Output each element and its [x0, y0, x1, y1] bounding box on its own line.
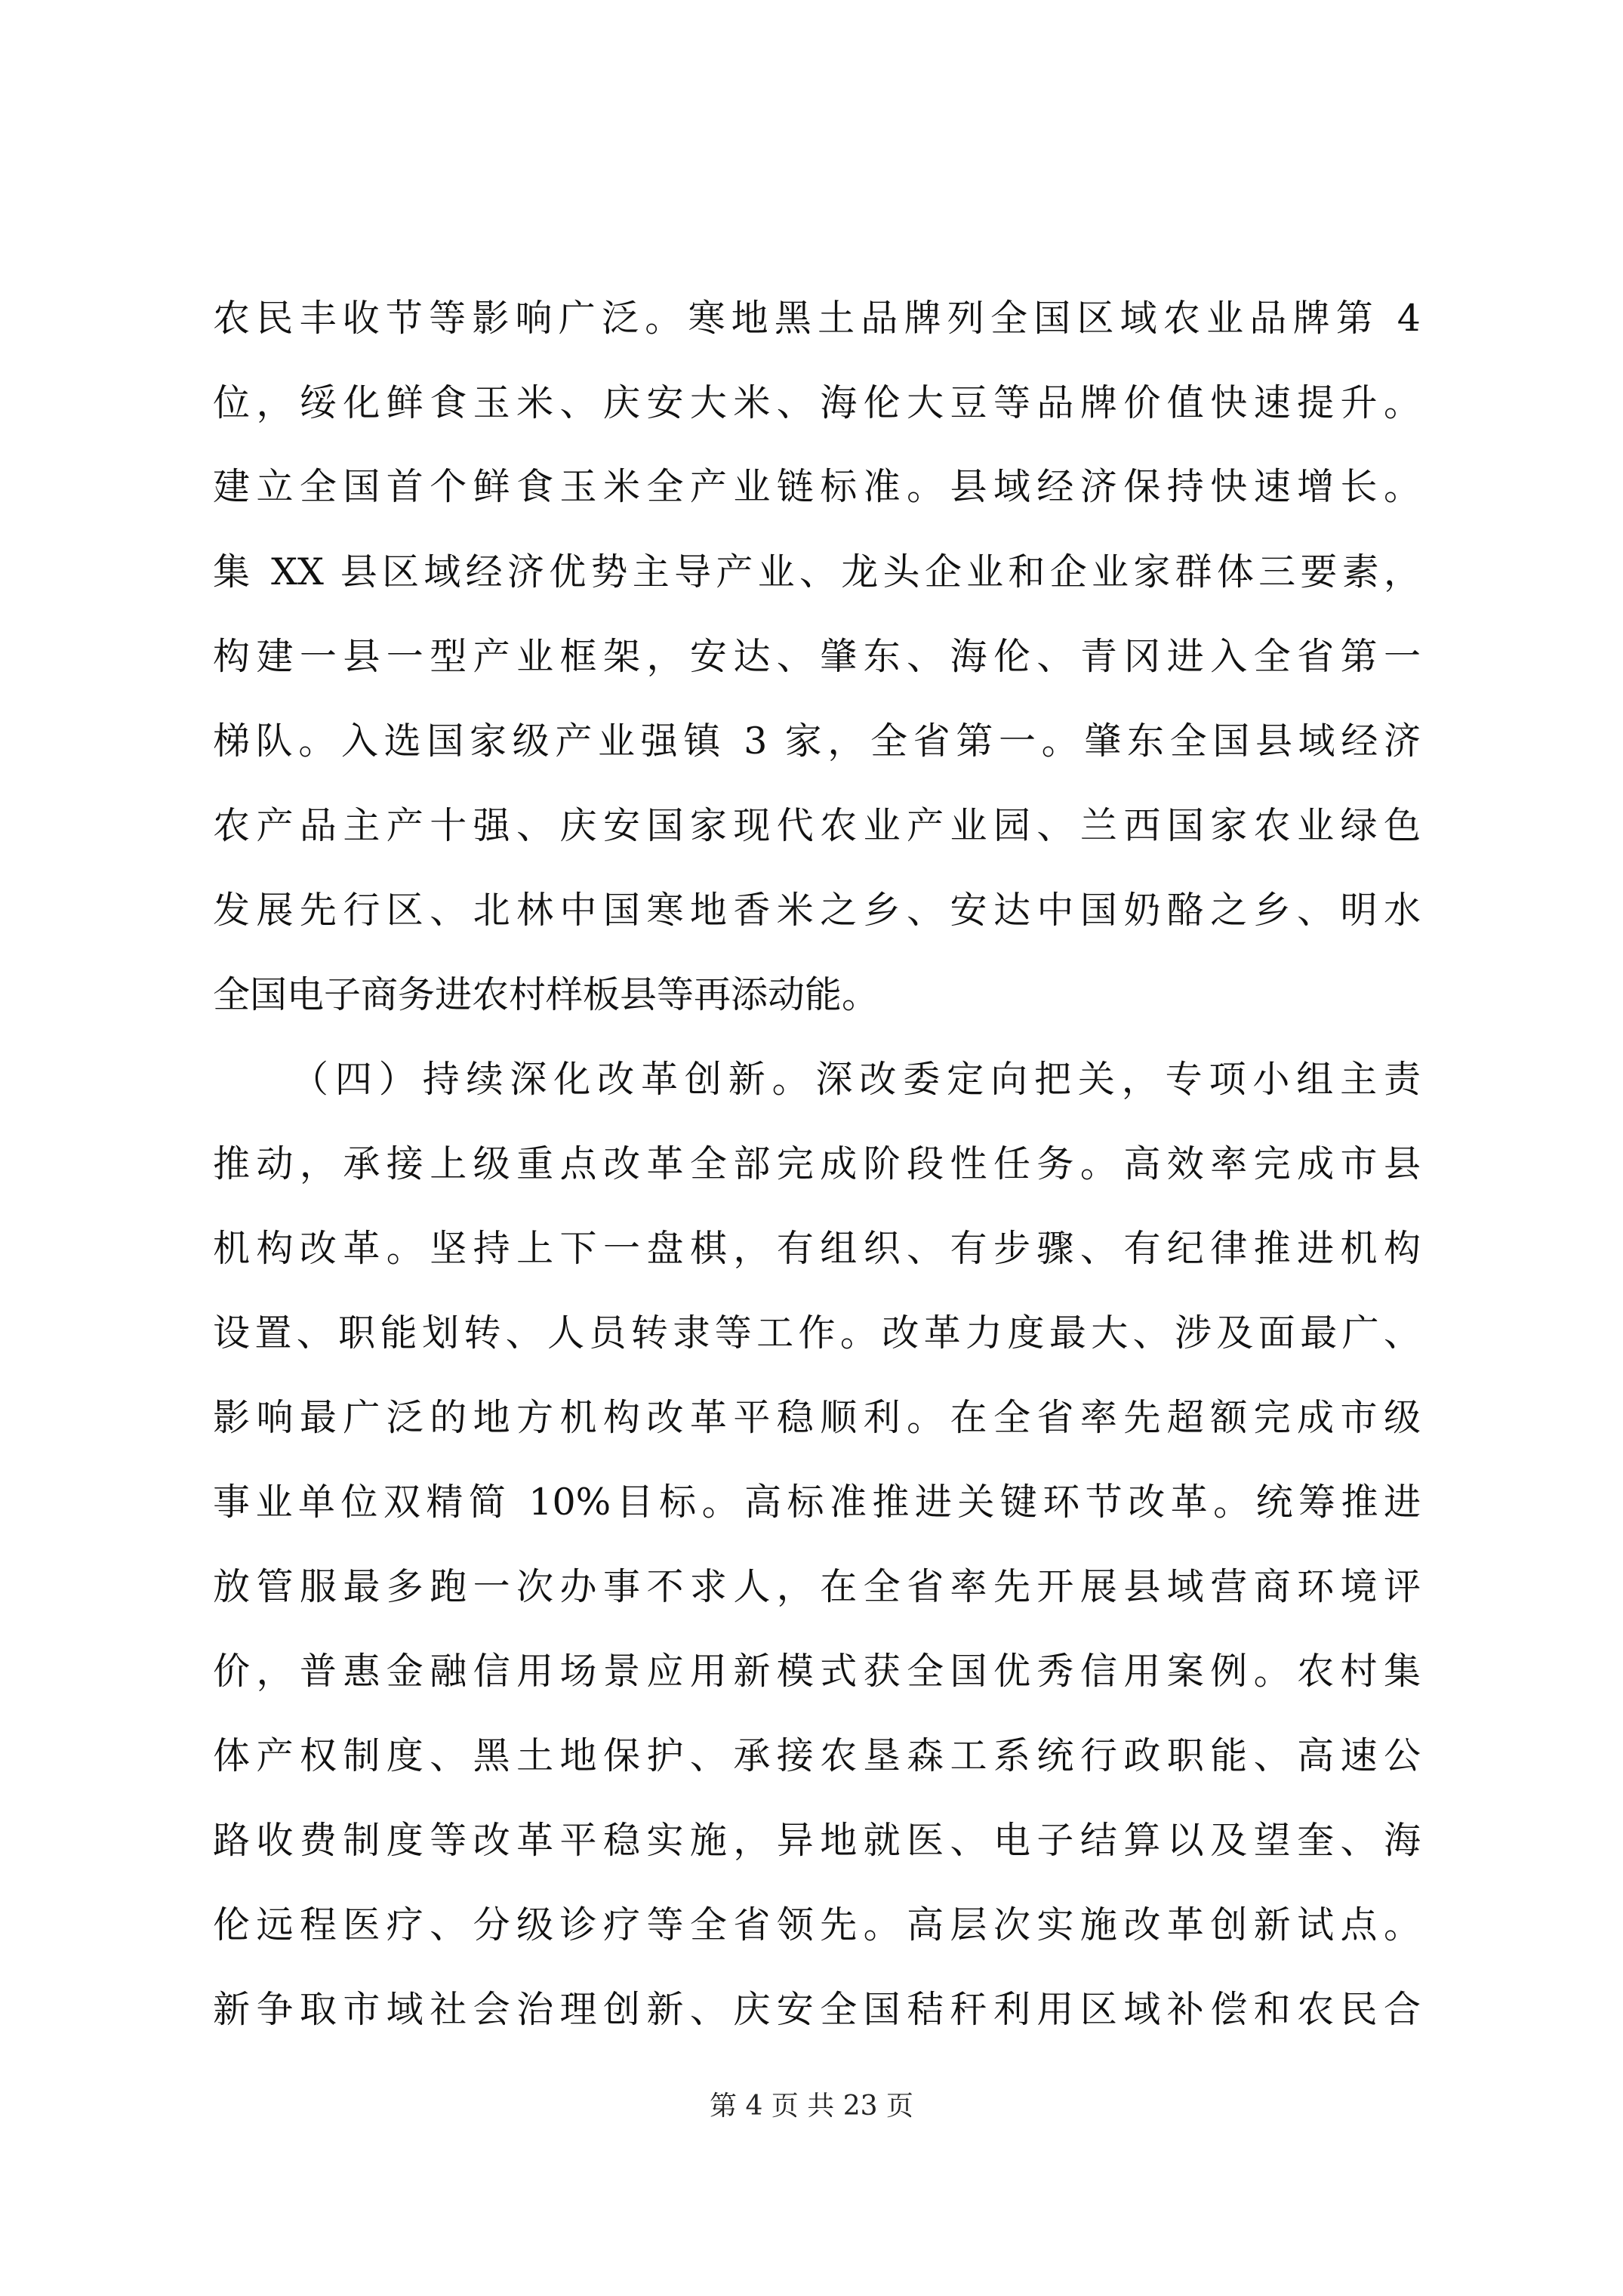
text-line: 农产品主产十强、庆安国家现代农业产业园、兰西国家农业绿色 [213, 804, 1421, 847]
text-line: 建立全国首个鲜食玉米全产业链标准。县域经济保持快速增长。 [213, 465, 1421, 508]
text-line: 影响最广泛的地方机构改革平稳顺利。在全省率先超额完成市级 [213, 1396, 1421, 1439]
text-line: 梯队。入选国家级产业强镇 3 家，全省第一。肇东全国县域经济 [213, 720, 1421, 763]
text-line: 构建一县一型产业框架，安达、肇东、海伦、青冈进入全省第一 [213, 635, 1421, 678]
text-line: 放管服最多跑一次办事不求人，在全省率先开展县域营商环境评 [213, 1565, 1421, 1608]
text-line: 机构改革。坚持上下一盘棋，有组织、有步骤、有纪律推进机构 [213, 1227, 1421, 1270]
text-line: 全国电子商务进农村样板县等再添动能。 [213, 973, 879, 1016]
text-line: 位，绥化鲜食玉米、庆安大米、海伦大豆等品牌价值快速提升。 [213, 381, 1421, 424]
text-line: 推动，承接上级重点改革全部完成阶段性任务。高效率完成市县 [213, 1142, 1421, 1185]
text-line: 伦远程医疗、分级诊疗等全省领先。高层次实施改革创新试点。 [213, 1903, 1421, 1946]
page-footer: 第 4 页 共 23 页 [710, 2091, 913, 2122]
text-line: 集 XX 县区域经济优势主导产业、龙头企业和企业家群体三要素， [213, 550, 1421, 593]
text-line: 发展先行区、北林中国寒地香米之乡、安达中国奶酪之乡、明水 [213, 889, 1421, 932]
text-line: 路收费制度等改革平稳实施，异地就医、电子结算以及望奎、海 [213, 1819, 1421, 1862]
text-line: 事业单位双精简 10%目标。高标准推进关键环节改革。统筹推进 [213, 1481, 1421, 1524]
text-line: 农民丰收节等影响广泛。寒地黑土品牌列全国区域农业品牌第 4 [213, 297, 1421, 340]
text-line: 体产权制度、黑土地保护、承接农垦森工系统行政职能、高速公 [213, 1734, 1421, 1777]
text-line: 价，普惠金融信用场景应用新模式获全国优秀信用案例。农村集 [213, 1650, 1421, 1693]
text-line: 新争取市域社会治理创新、庆安全国秸秆利用区域补偿和农民合 [213, 1988, 1421, 2031]
text-line: 设置、职能划转、人员转隶等工作。改革力度最大、涉及面最广、 [213, 1311, 1421, 1354]
section-heading-line: （四）持续深化改革创新。深改委定向把关，专项小组主责 [291, 1058, 1421, 1101]
